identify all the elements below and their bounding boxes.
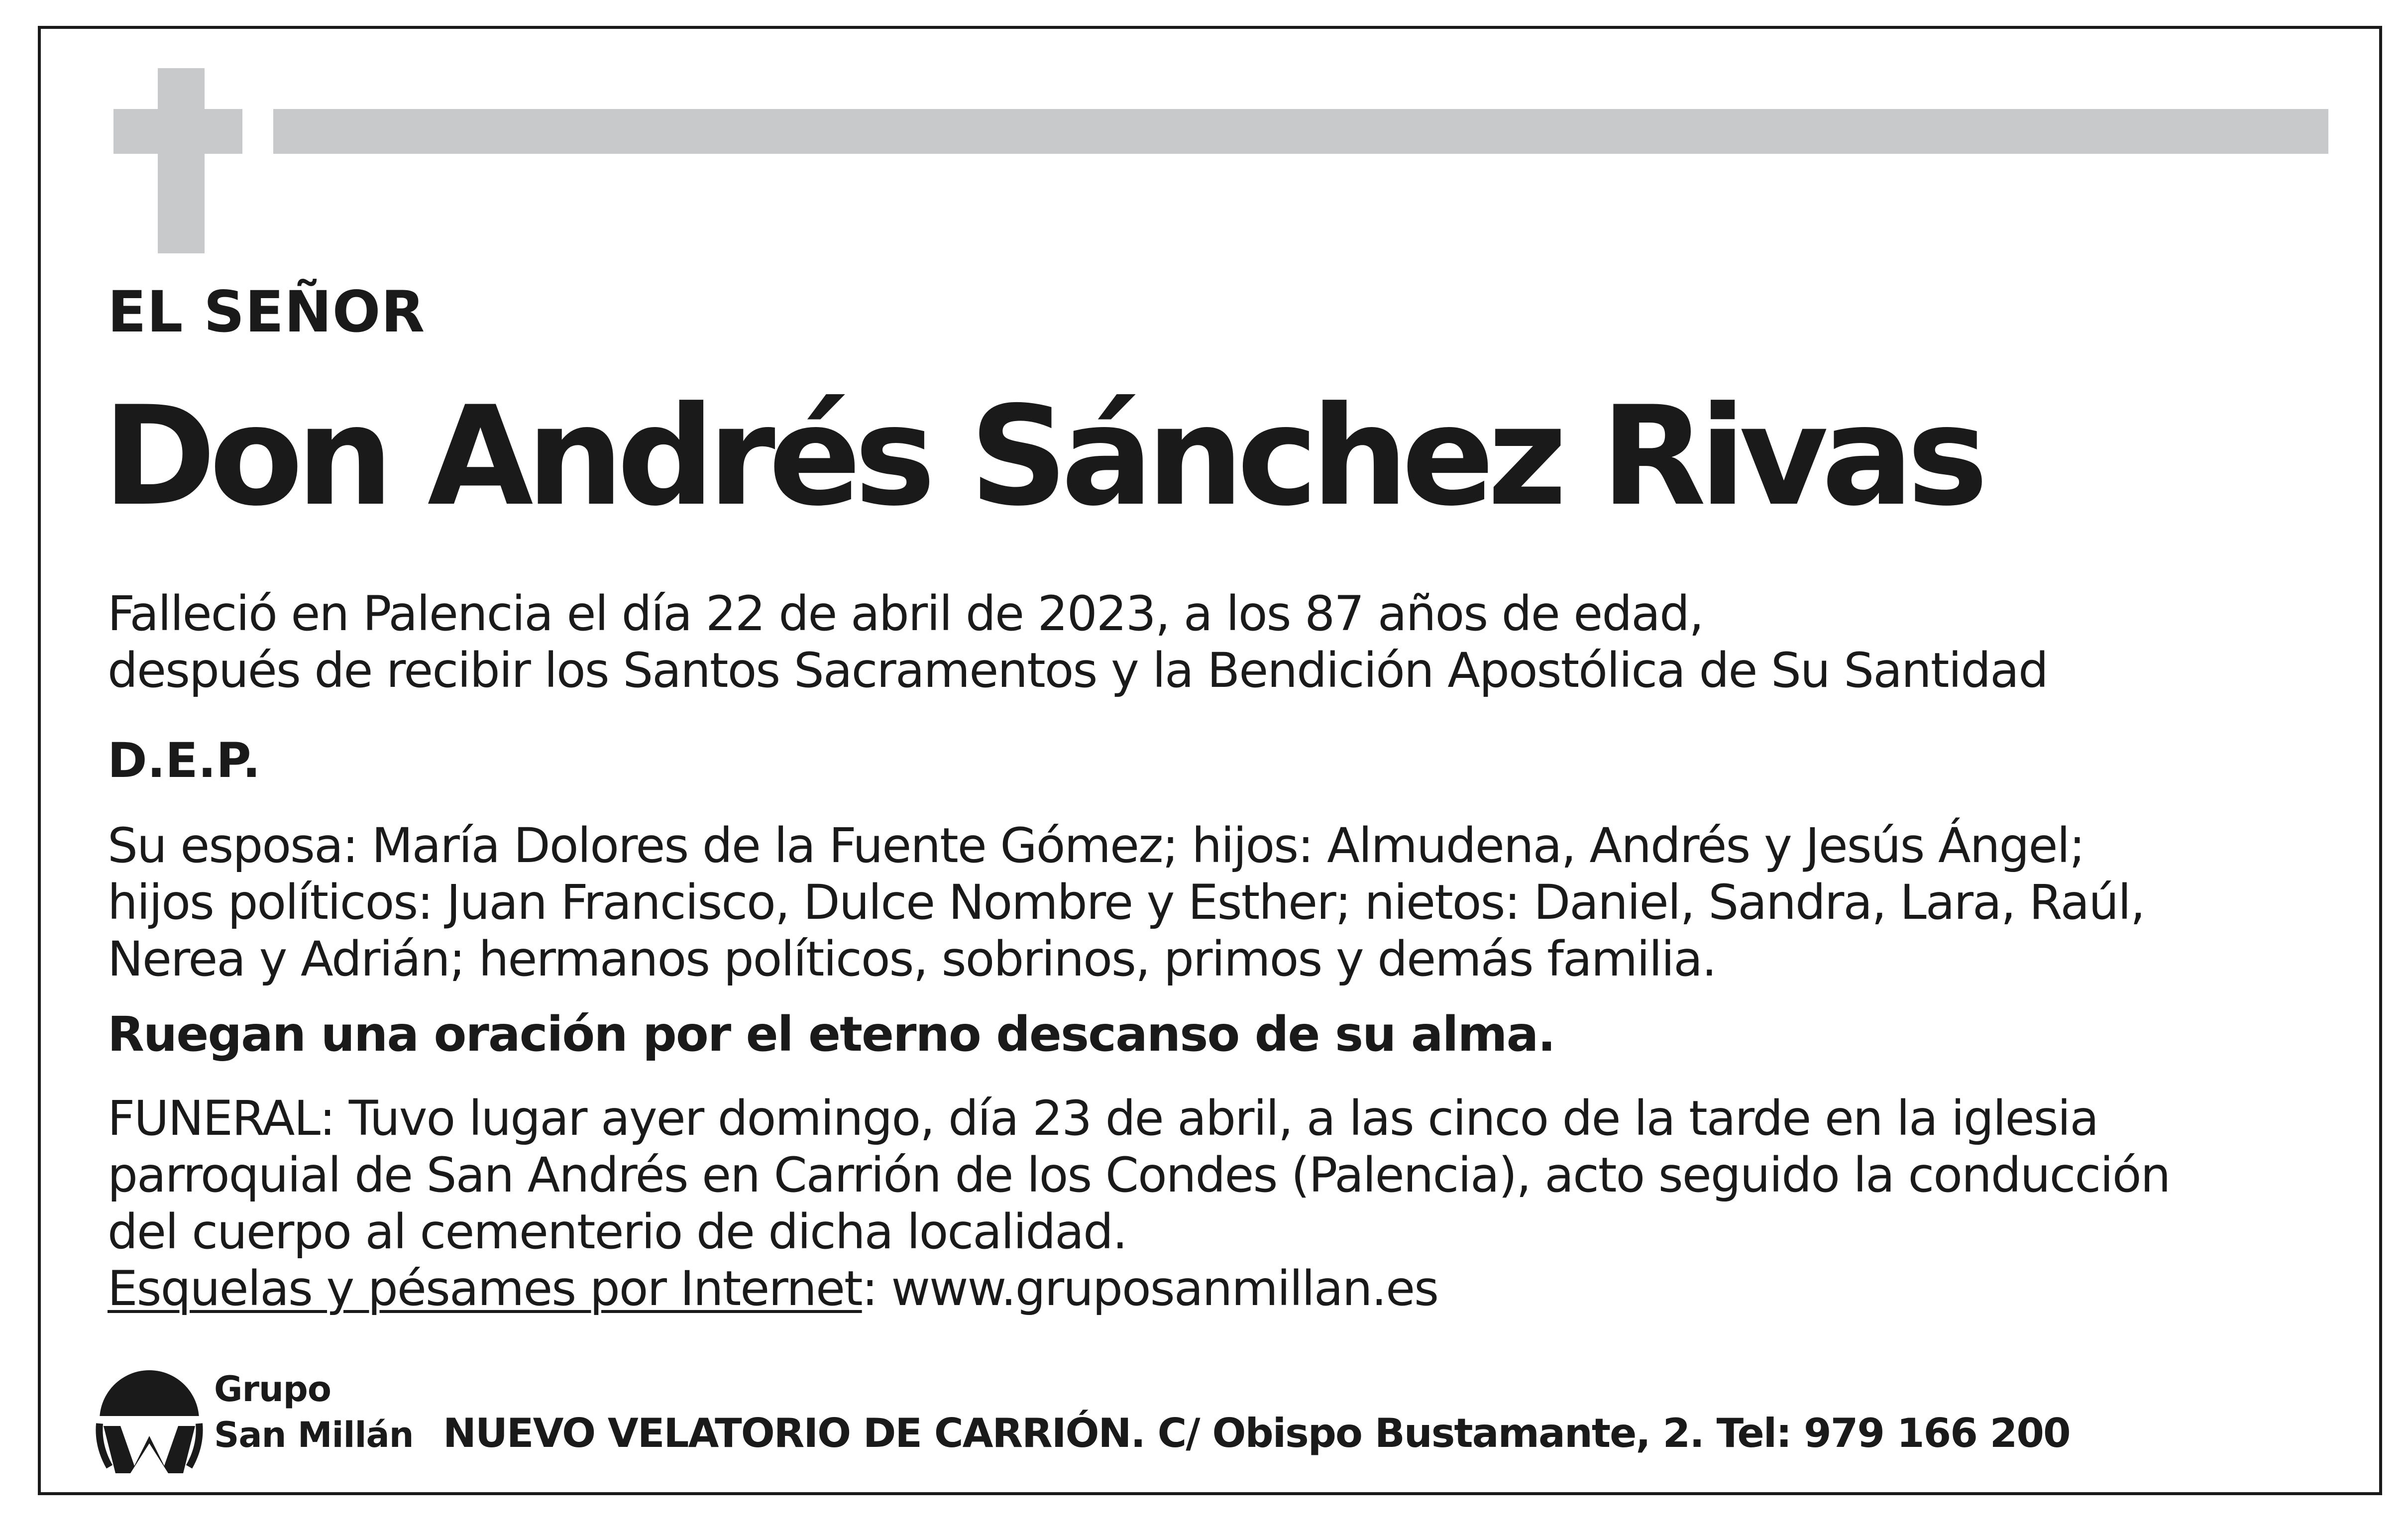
death-notice <box>108 585 2048 699</box>
deceased-name: Don Andrés Sánchez Rivas <box>103 377 1981 536</box>
san-millan-logo-icon <box>95 1361 204 1476</box>
funeral-line: parroquial de San Andrés en Carrión de los Condes (Palencia), acto seguido la conducción <box>108 1147 2170 1203</box>
family-line: Su esposa: María Dolores de la Fuente Gómez; hijos: Almudena, Andrés y Jesús Ángel; <box>108 818 2084 874</box>
cross-icon-crossbar <box>113 109 242 154</box>
family-line: Nerea y Adrián; hermanos políticos, sobrinos, primos y demás familia. <box>108 931 1716 987</box>
logo-text <box>214 1366 414 1458</box>
death-notice-line: Falleció en Palencia el día 22 de abril de 2023, a los 87 años de edad, <box>108 586 1703 642</box>
family-list <box>108 817 2144 987</box>
funeral-line: FUNERAL: Tuvo lugar ayer domingo, día 23 de abril, a las cinco de la tarde en la iglesia <box>108 1091 2098 1146</box>
title-prefix: EL SEÑOR <box>108 279 426 345</box>
prayer-request: Ruegan una oración por el eterno descanso de su alma. <box>108 1006 1555 1062</box>
funeral-info <box>108 1090 2170 1317</box>
logo-line1: Grupo <box>214 1369 331 1410</box>
cross-icon <box>158 68 205 253</box>
family-line: hijos políticos: Juan Francisco, Dulce Nombre y Esther; nietos: Daniel, Sandra, Lara, Raúl, <box>108 874 2145 930</box>
web-line <box>108 1260 2170 1317</box>
header-gray-bar <box>273 109 2328 154</box>
funeral-home-address: NUEVO VELATORIO DE CARRIÓN. C/ Obispo Bustamante, 2. Tel: 979 166 200 <box>443 1410 2070 1456</box>
rip-text: D.E.P. <box>108 733 261 788</box>
web-url[interactable]: www.gruposanmillan.es <box>891 1261 1438 1316</box>
web-separator: : <box>862 1261 891 1316</box>
death-notice-line: después de recibir los Santos Sacramentos y la Bendición Apostólica de Su Santidad <box>108 643 2048 698</box>
logo-line2: San Millán <box>214 1415 414 1455</box>
funeral-line: del cuerpo al cementerio de dicha localidad. <box>108 1204 1127 1260</box>
web-label: Esquelas y pésames por Internet <box>108 1261 862 1316</box>
